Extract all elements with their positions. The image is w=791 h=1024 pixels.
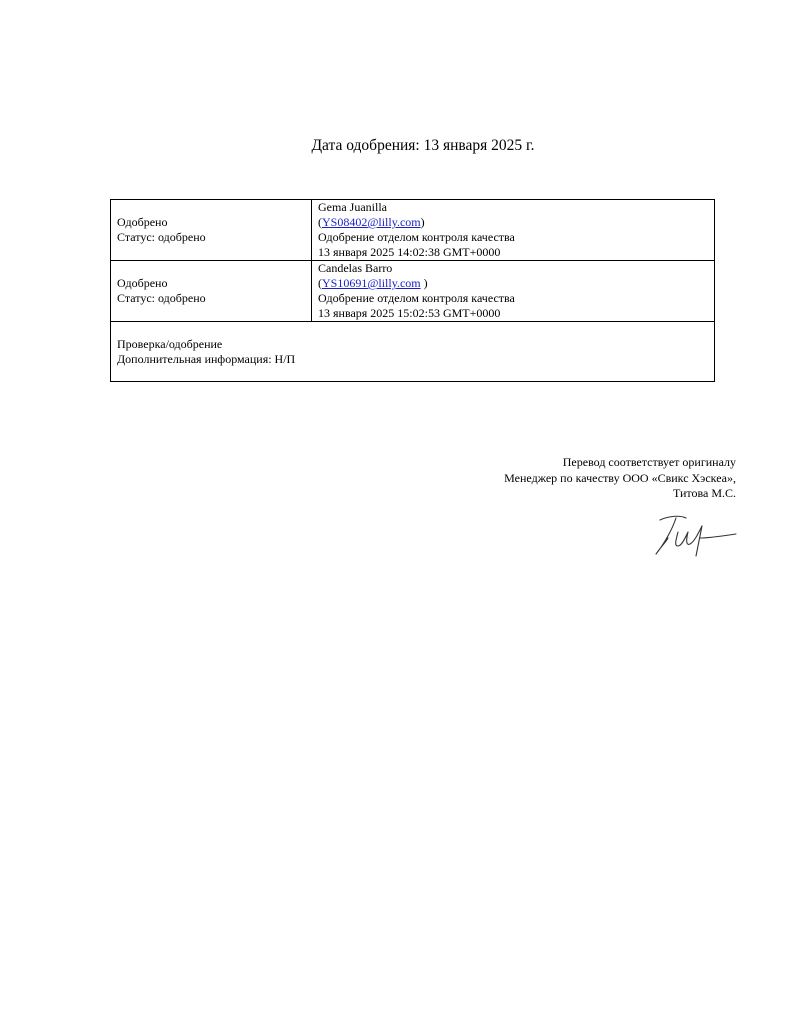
approval-status-cell <box>111 261 312 322</box>
certification-statement: Перевод соответствует оригиналу <box>562 455 736 469</box>
review-additional-info: Дополнительная информация: Н/П <box>117 351 296 366</box>
approver-email-line: (YS10691@lilly.com ) <box>318 276 428 290</box>
approver-role: Одобрение отделом контроля качества <box>318 291 515 305</box>
review-cell <box>111 322 715 382</box>
approver-details-cell <box>312 261 715 322</box>
approver-email-line: (YS08402@lilly.com) <box>318 215 425 229</box>
approver-email-suffix: ) <box>420 215 425 229</box>
translation-certification <box>504 455 736 502</box>
approval-status-cell <box>111 200 312 261</box>
handwritten-signature <box>650 512 738 560</box>
approval-decision: Одобрено <box>117 276 168 290</box>
approval-status: Статус: одобрено <box>117 230 206 244</box>
approver-email-suffix: ) <box>420 276 428 290</box>
certifier-position: Менеджер по качеству ООО «Свикс Хэскеа», <box>504 470 736 485</box>
review-row <box>111 322 715 382</box>
approval-status: Статус: одобрено <box>117 291 206 305</box>
approval-decision: Одобрено <box>117 215 168 229</box>
approver-details-cell <box>312 200 715 261</box>
approval-row <box>111 261 715 322</box>
certifier-name: Титова М.С. <box>672 486 736 500</box>
approver-email-link[interactable]: YS08402@lilly.com <box>322 215 421 229</box>
approver-email-link[interactable]: YS10691@lilly.com <box>322 276 421 290</box>
approver-name: Gema Juanilla <box>318 200 387 214</box>
approval-row <box>111 200 715 261</box>
approval-timestamp: 13 января 2025 15:02:53 GMT+0000 <box>318 306 501 320</box>
approver-role: Одобрение отделом контроля качества <box>318 230 515 244</box>
approval-date: Дата одобрения: 13 января 2025 г. <box>311 137 535 154</box>
review-title: Проверка/одобрение <box>117 336 223 351</box>
approval-timestamp: 13 января 2025 14:02:38 GMT+0000 <box>318 245 501 259</box>
approver-name: Candelas Barro <box>318 261 393 275</box>
approval-table <box>110 199 715 382</box>
